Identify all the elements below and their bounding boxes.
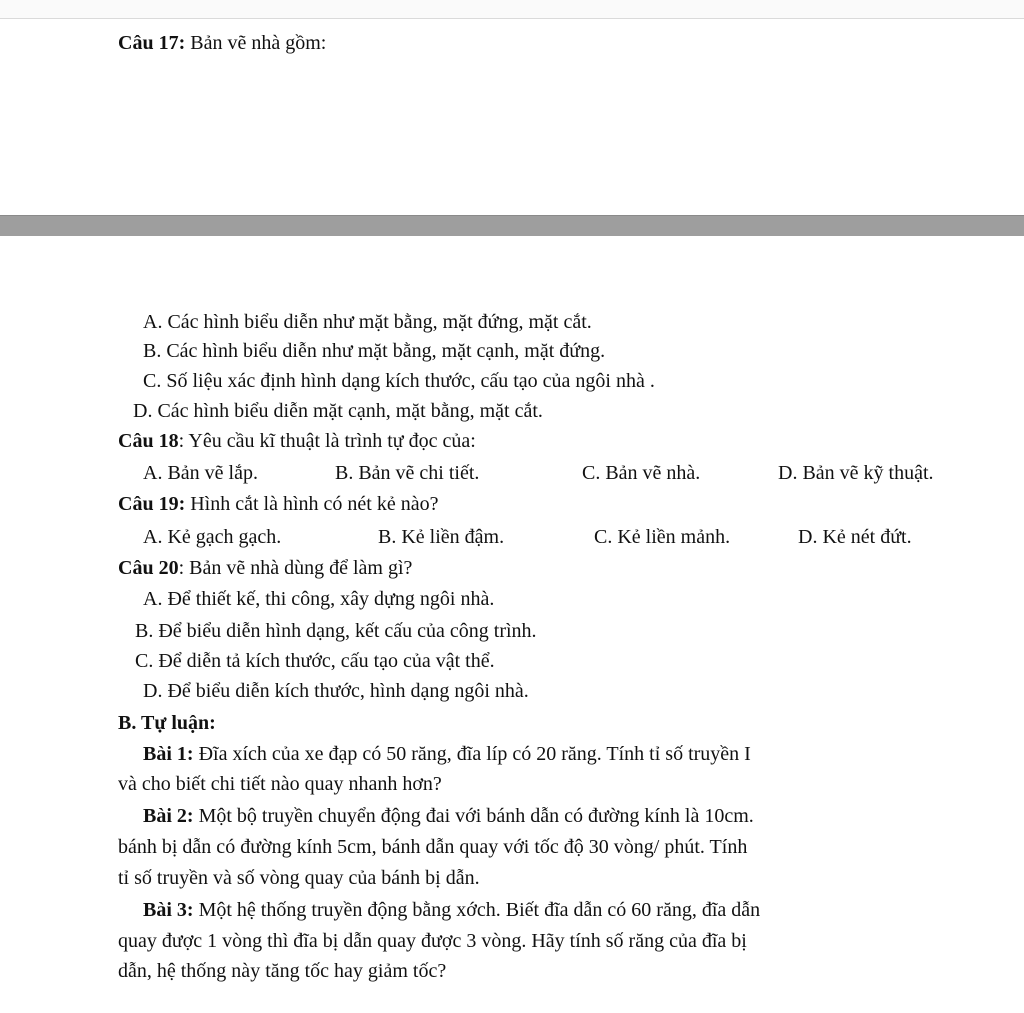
exercise-label: Bài 1: (143, 743, 194, 765)
question-label: Câu 17: (118, 32, 186, 54)
question-17 (118, 30, 326, 56)
question-label: Câu 18 (118, 430, 179, 452)
exercise-1-line-1 (143, 741, 751, 767)
question-text: Hình cắt là hình có nét kẻ nào? (185, 493, 439, 515)
exercise-3-line-3: dẫn, hệ thống này tăng tốc hay giảm tốc? (118, 960, 447, 982)
option-17c: C. Số liệu xác định hình dạng kích thước, cấu tạo của ngôi nhà . (143, 370, 655, 392)
exercise-3-line-1 (143, 897, 760, 923)
page-separator (0, 215, 1024, 236)
exercise-3-line-2: quay được 1 vòng thì đĩa bị dẫn quay được 3 vòng. Hãy tính số răng của đĩa bị (118, 930, 747, 952)
previous-page-edge (0, 0, 1024, 19)
option-20c: C. Để diễn tả kích thước, cấu tạo của vật thể. (135, 650, 495, 672)
cut-off-text-line (205, 4, 845, 16)
option-17b: B. Các hình biểu diễn như mặt bằng, mặt cạnh, mặt đứng. (143, 340, 606, 362)
exercise-2-line-3: tỉ số truyền và số vòng quay của bánh bị dẫn. (118, 867, 480, 889)
option-19b: B. Kẻ liền đậm. (378, 526, 505, 548)
option-18c: C. Bản vẽ nhà. (582, 462, 701, 484)
section-b-heading: B. Tự luận: (118, 712, 216, 734)
question-18 (118, 428, 476, 454)
option-19d: D. Kẻ nét đứt. (798, 526, 912, 548)
exercise-2-line-1 (143, 803, 754, 829)
question-label: Câu 19: (118, 493, 186, 515)
option-20a: A. Để thiết kế, thi công, xây dựng ngôi nhà. (143, 588, 495, 610)
exercise-label: Bài 2: (143, 805, 194, 827)
option-18b: B. Bản vẽ chi tiết. (335, 462, 480, 484)
option-18d: D. Bản vẽ kỹ thuật. (778, 462, 934, 484)
option-20d: D. Để biểu diễn kích thước, hình dạng ngôi nhà. (143, 680, 529, 702)
question-label: Câu 20 (118, 557, 179, 579)
exercise-text: Đĩa xích của xe đạp có 50 răng, đĩa líp có 20 răng. Tính tỉ số truyền I (193, 743, 751, 765)
question-text: : Bản vẽ nhà dùng để làm gì? (178, 557, 413, 579)
exercise-text: Một hệ thống truyền động bằng xớch. Biết đĩa dẫn có 60 răng, đĩa dẫn (193, 899, 761, 921)
question-text: Bản vẽ nhà gồm: (185, 32, 327, 54)
exercise-2-line-2: bánh bị dẫn có đường kính 5cm, bánh dẫn quay với tốc độ 30 vòng/ phút. Tính (118, 836, 748, 858)
option-19a: A. Kẻ gạch gạch. (143, 526, 282, 548)
option-17d: D. Các hình biểu diễn mặt cạnh, mặt bằng, mặt cắt. (133, 400, 543, 422)
question-19 (118, 491, 438, 517)
question-text: : Yêu cầu kĩ thuật là trình tự đọc của: (178, 430, 476, 452)
option-19c: C. Kẻ liền mảnh. (594, 526, 731, 548)
question-20 (118, 555, 412, 581)
option-20b: B. Để biểu diễn hình dạng, kết cấu của công trình. (135, 620, 537, 642)
option-17a: A. Các hình biểu diễn như mặt bằng, mặt đứng, mặt cắt. (143, 311, 592, 333)
exercise-label: Bài 3: (143, 899, 194, 921)
exercise-1-line-2: và cho biết chi tiết nào quay nhanh hơn? (118, 773, 442, 795)
option-18a: A. Bản vẽ lắp. (143, 462, 258, 484)
exercise-text: Một bộ truyền chuyển động đai với bánh dẫn có đường kính là 10cm. (193, 805, 754, 827)
